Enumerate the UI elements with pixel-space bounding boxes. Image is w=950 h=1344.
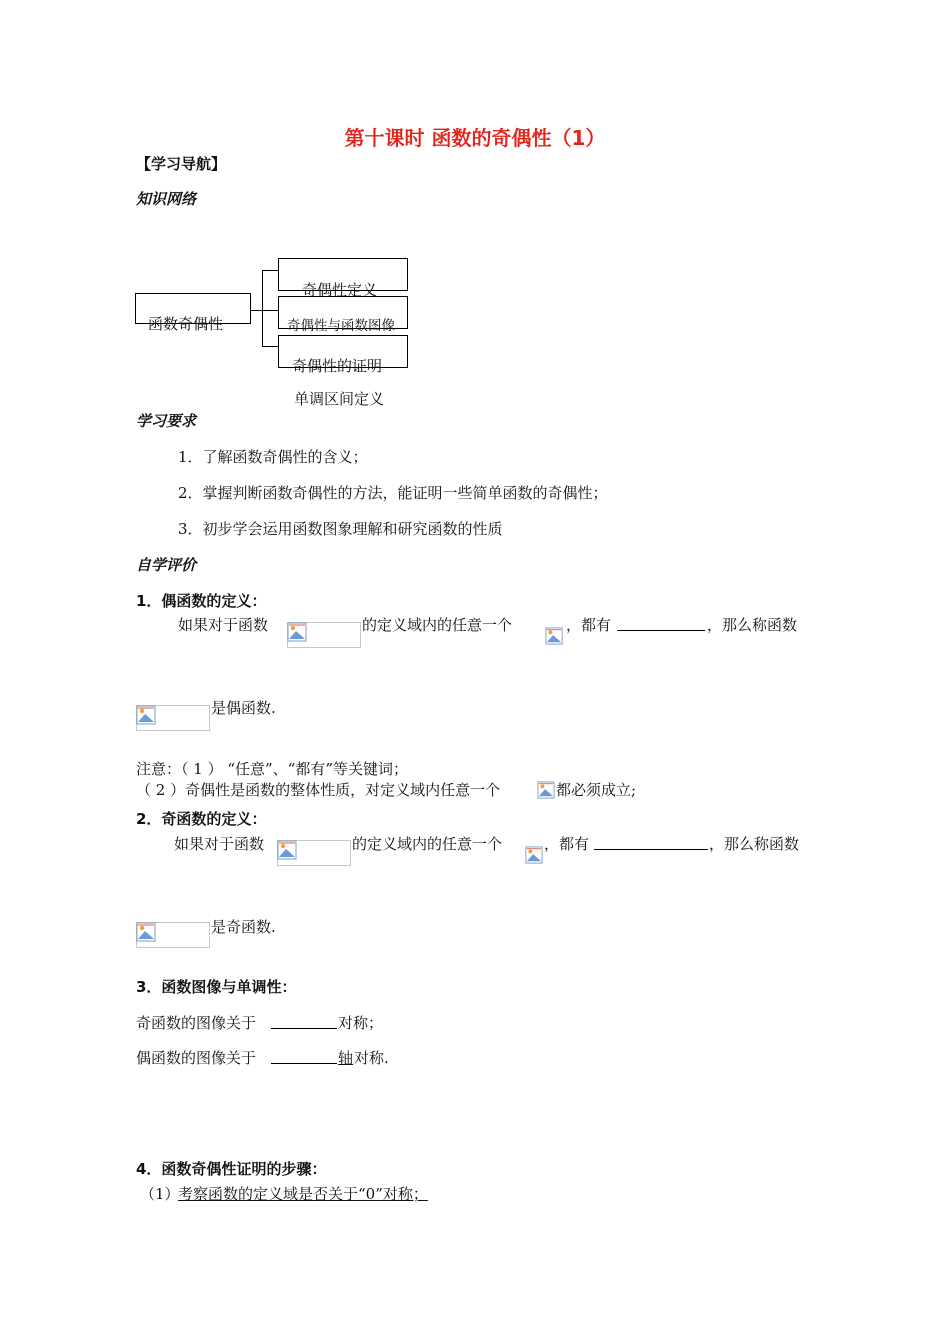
broken-image-icon: [537, 781, 555, 799]
odd-text-c: ，都有: [544, 835, 590, 853]
odd-text-a: 如果对于函数: [174, 835, 265, 853]
note-line-1: 注意：（ 1 ） “任意”、“都有”等关键词；: [136, 760, 409, 778]
proof-step1-text: 考察函数的定义域是否关于“0”对称；: [178, 1185, 428, 1203]
even-blank: [617, 630, 705, 631]
broken-image-icon: [136, 705, 156, 725]
connector-branch-1: [262, 270, 278, 271]
connector-root: [251, 310, 262, 311]
broken-image-icon: [545, 627, 563, 645]
requirement-item-3: 3．初步学会运用函数图象理解和研究函数的性质: [178, 520, 503, 538]
function-image-placeholder: [136, 922, 210, 948]
connector-branch-3: [262, 346, 278, 347]
even-text-c: ，都有: [566, 616, 612, 634]
even-text-end: 是偶函数.: [211, 699, 276, 717]
requirements-heading: 学习要求: [136, 412, 197, 430]
nav-header: 【学习导航】: [136, 155, 227, 173]
x-image-placeholder: [545, 627, 565, 647]
requirement-item-1: 1．了解函数奇偶性的含义；: [178, 448, 368, 466]
broken-image-icon: [525, 846, 543, 864]
even-text-b: 的定义域内的任意一个: [362, 616, 513, 634]
graph-even-c: 对称.: [354, 1049, 389, 1067]
root-label: 函数奇偶性: [148, 315, 224, 333]
formula-image-placeholder: [277, 840, 351, 866]
x-image-placeholder: [525, 846, 545, 866]
note-line-2a: （ 2 ）奇偶性是函数的整体性质，对定义域内任意一个: [136, 781, 501, 799]
graph-even-b: 轴: [338, 1049, 354, 1067]
note-line-2b: 都必须成立;: [556, 781, 637, 799]
even-heading: 1．偶函数的定义：: [136, 592, 267, 610]
graph-odd-a: 奇函数的图像关于: [136, 1014, 257, 1032]
graph-odd-b: 对称；: [338, 1014, 384, 1032]
self-eval-heading: 自学评价: [136, 556, 197, 574]
branch-label-3: 奇偶性的证明: [292, 357, 383, 375]
extra-label: 单调区间定义: [294, 390, 385, 408]
odd-text-b: 的定义域内的任意一个: [352, 835, 503, 853]
odd-text-end: 是奇函数.: [211, 918, 276, 936]
formula-image-placeholder: [287, 622, 361, 648]
proof-heading: 4．函数奇偶性证明的步骤：: [136, 1160, 327, 1178]
odd-blank: [594, 849, 708, 850]
broken-image-icon: [136, 922, 156, 942]
graph-even-blank: [271, 1063, 337, 1064]
broken-image-icon: [287, 622, 307, 642]
x-image-placeholder: [537, 781, 557, 801]
graph-even-a: 偶函数的图像关于: [136, 1049, 257, 1067]
function-image-placeholder: [136, 705, 210, 731]
requirement-item-2: 2．掌握判断函数奇偶性的方法，能证明一些简单函数的奇偶性；: [178, 484, 608, 502]
branch-label-2: 奇偶性与函数图像: [287, 318, 395, 334]
odd-text-d: ，那么称函数: [709, 835, 800, 853]
graph-odd-blank: [271, 1028, 337, 1029]
knowledge-network-heading: 知识网络: [136, 190, 197, 208]
connector-branch-2: [262, 310, 278, 311]
connector-vertical: [262, 270, 263, 346]
branch-label-1: 奇偶性定义: [302, 281, 378, 299]
graph-heading: 3．函数图像与单调性：: [136, 978, 297, 996]
proof-step1-prefix: （1）: [140, 1185, 180, 1203]
broken-image-icon: [277, 840, 297, 860]
even-text-d: ，那么称函数: [707, 616, 798, 634]
odd-heading: 2．奇函数的定义：: [136, 810, 267, 828]
page-title: 第十课时 函数的奇偶性（1）: [344, 126, 606, 150]
even-text-a: 如果对于函数: [178, 616, 269, 634]
